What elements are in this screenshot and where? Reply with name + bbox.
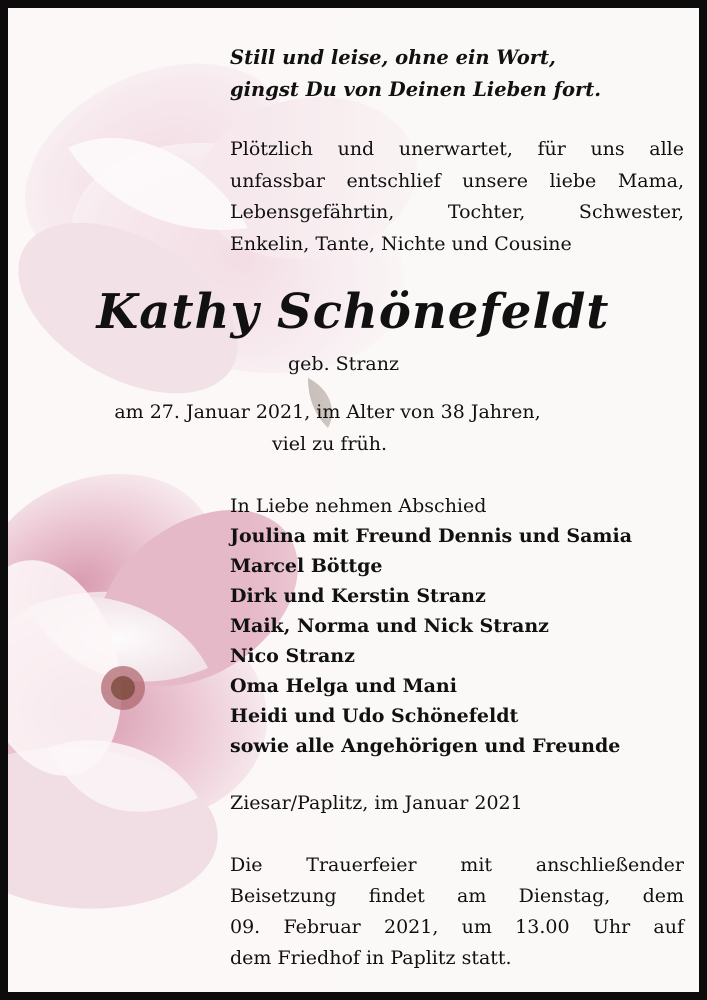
- mourner-entry: sowie alle Angehörigen und Freunde: [230, 735, 621, 757]
- intro-line: unfassbar entschlief unsere liebe Mama,: [230, 169, 684, 192]
- farewell-intro: In Liebe nehmen Abschied: [230, 495, 487, 517]
- mourner-entry: Dirk und Kerstin Stranz: [230, 585, 486, 607]
- mourners-list: [230, 491, 632, 761]
- motto-line: gingst Du von Deinen Lieben fort.: [230, 78, 602, 101]
- funeral-info: [230, 850, 684, 974]
- place-date: Ziesar/Paplitz, im Januar 2021: [230, 792, 523, 814]
- mourner-entry: Maik, Norma und Nick Stranz: [230, 615, 549, 637]
- motto-line: Still und leise, ohne ein Wort,: [230, 46, 556, 69]
- intro-line: Plötzlich und unerwartet, für uns alle: [230, 138, 684, 160]
- mourner-entry: Marcel Böttge: [230, 555, 383, 577]
- intro-line: Lebensgefährtin, Tochter, Schwester,: [230, 201, 684, 223]
- too-early-line: viel zu früh.: [271, 433, 388, 455]
- funeral-line: Die Trauerfeier mit anschließender: [230, 854, 684, 876]
- mourner-entry: Nico Stranz: [230, 645, 355, 667]
- birth-name: geb. Stranz: [288, 353, 399, 375]
- funeral-line: Beisetzung findet am Dienstag, dem: [230, 885, 684, 907]
- mourner-entry: Joulina mit Freund Dennis und Samia: [230, 525, 633, 547]
- funeral-line: dem Friedhof in Paplitz statt.: [230, 947, 512, 969]
- notice-text: [8, 8, 699, 992]
- date-line: am 27. Januar 2021, im Alter von 38 Jahren,: [114, 401, 541, 423]
- motto-verse: [230, 42, 601, 106]
- mourner-entry: Heidi und Udo Schönefeldt: [230, 705, 519, 727]
- funeral-line: 09. Februar 2021, um 13.00 Uhr auf: [230, 916, 684, 938]
- intro-line: Enkelin, Tante, Nichte und Cousine: [230, 232, 572, 255]
- deceased-name: Kathy Schönefeldt: [96, 284, 610, 340]
- mourner-entry: Oma Helga und Mani: [230, 675, 457, 697]
- intro-paragraph: [230, 134, 684, 260]
